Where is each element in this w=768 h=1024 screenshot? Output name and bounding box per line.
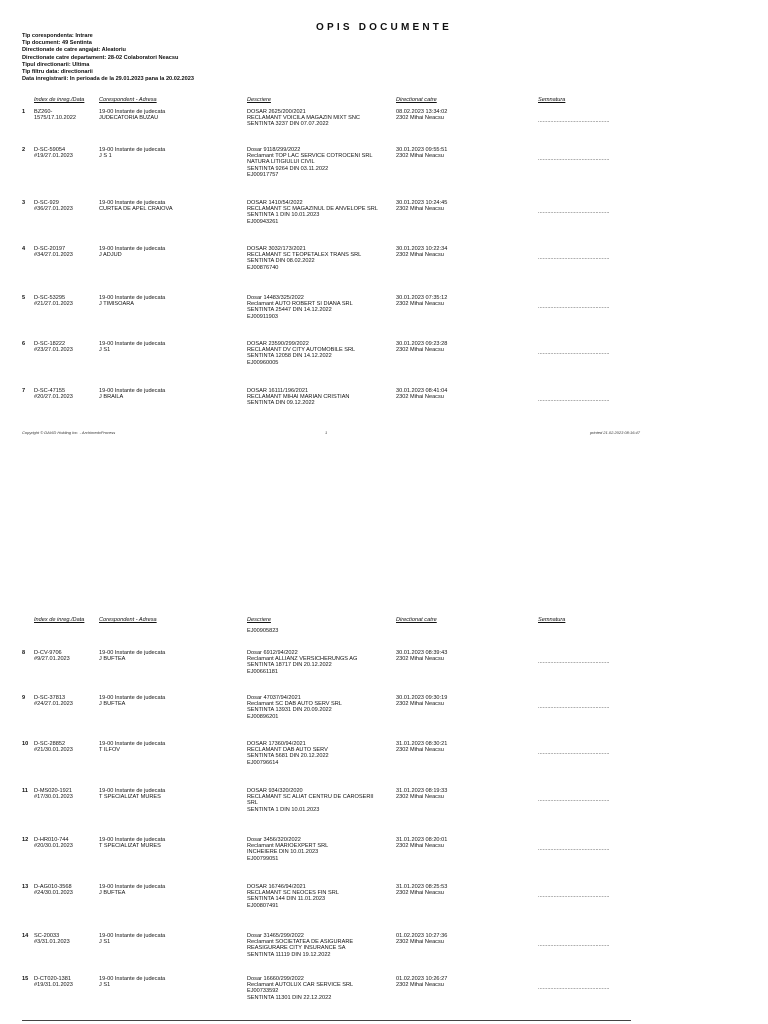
row-description-cell-line: DOSAR 934/320/2020	[247, 788, 303, 794]
row-index-cell-line: D-AG010-3568	[34, 884, 72, 890]
row-index-cell-line: #21/27.01.2023	[34, 301, 73, 308]
row-correspondent-cell-line: 19-00 Instante de judecata	[99, 695, 166, 701]
row-number: 15	[22, 976, 29, 982]
row-index-cell-line: SC-20033	[34, 933, 60, 939]
row-correspondent-cell-line: 19-00 Instante de judecata	[99, 650, 166, 656]
row-directed-cell	[396, 246, 447, 258]
column-header-row	[0, 617, 768, 625]
row-correspondent-cell-line: JUDECATORIA BUZAU	[99, 115, 159, 122]
row-index-cell-line: D-SC-20197	[34, 246, 66, 252]
row-number: 10	[22, 741, 29, 747]
bottom-divider	[22, 1020, 631, 1021]
row-correspondent-cell-line: 19-00 Instante de judecata	[99, 933, 166, 939]
row-index-cell	[34, 741, 73, 753]
row-correspondent-cell	[99, 976, 165, 988]
row-description-cell-line: DOSAR 16746/94/2021	[247, 884, 306, 890]
row-description-cell	[247, 388, 349, 407]
row-number: 9	[22, 695, 26, 701]
row-correspondent-cell	[99, 341, 165, 353]
row-description-cell	[247, 109, 360, 128]
column-header-directed: Directionat catre	[396, 97, 437, 103]
row-index-cell-line: #3/31.01.2023	[34, 939, 70, 946]
row-description-cell-line: EJ00943261	[247, 218, 279, 225]
row-directed-cell-line: 2302 Mihai Neacsu	[396, 701, 444, 708]
row-index-cell-line: BZ260-	[34, 109, 53, 115]
row-index-cell-line: D-SC-929	[34, 200, 59, 206]
row-number: 4	[22, 246, 26, 252]
row-description-cell-line: SENTINTA 18717 DIN 20.12.2022	[247, 662, 332, 669]
column-header-correspondent: Corespondent - Adresa	[99, 97, 157, 103]
row-index-cell-line: D-SC-59054	[34, 147, 66, 153]
row-directed-cell	[396, 741, 447, 753]
row-description-cell	[247, 741, 329, 766]
row-directed-cell-line: 2302 Mihai Neacsu	[396, 747, 444, 754]
row-directed-cell	[396, 200, 447, 212]
row-directed-cell-line: 2302 Mihai Neacsu	[396, 153, 444, 160]
row-directed-cell	[396, 295, 447, 307]
row-description-cell-line: DOSAR 23590/299/2022	[247, 341, 309, 347]
row-directed-cell	[396, 837, 447, 849]
row-description-cell-line: SENTINTA 9264 DIN 03.11.2022	[247, 165, 329, 172]
row-correspondent-cell	[99, 933, 165, 945]
signature-field: ..............................................	[538, 704, 610, 710]
row-directed-cell	[396, 933, 447, 945]
row-directed-cell-line: 30.01.2023 09:30:19	[396, 695, 448, 701]
column-header-index: Index de inreg./Data	[34, 97, 85, 103]
row-index-cell	[34, 147, 73, 159]
row-correspondent-cell-line: J S 1	[99, 153, 112, 160]
row-directed-cell-line: 2302 Mihai Neacsu	[396, 252, 444, 259]
row-correspondent-cell-line: J BRAILA	[99, 394, 124, 401]
row-description-cell	[247, 246, 361, 271]
row-description-cell-line: SENTINTA 144 DIN 11.01.2023	[247, 896, 326, 903]
row-directed-cell-line: 31.01.2023 08:20:01	[396, 837, 448, 843]
row-description-cell	[247, 341, 355, 366]
column-header-directed: Directionat catre	[396, 617, 437, 623]
row-correspondent-cell-line: J TIMISOARA	[99, 301, 135, 308]
column-header-row	[0, 97, 768, 105]
row-correspondent-cell-line: T SPECIALIZAT MURES	[99, 794, 161, 801]
row-description-cell-line: Reclamant AUTOLUX CAR SERVICE SRL	[247, 982, 354, 989]
row-description-cell-line: EJ00876740	[247, 264, 279, 271]
row-description-cell-line: Dosar 3456/320/2022	[247, 837, 301, 843]
signature-field: ..............................................	[538, 893, 610, 899]
row-index-cell	[34, 884, 73, 896]
row-description-cell-line: Reclamant TOP LAC SERVICE COTROCENI SRL	[247, 153, 373, 160]
row-description-cell-line: EJ00911903	[247, 313, 279, 320]
meta-line: Tipul directionarii: Ultima	[22, 61, 90, 68]
row-index-cell-line: #20/27.01.2023	[34, 394, 73, 401]
row-description-cell-line: RECLAMANT SC NEOCES FIN SRL	[247, 890, 339, 897]
row-index-cell-line: #19/27.01.2023	[34, 153, 73, 160]
meta-line: Data inregistrarii: In perioada de la 29.01.2023 pana la 20.02.2023	[22, 76, 194, 83]
row-index-cell-line: #17/30.01.2023	[34, 794, 73, 801]
document-page-1	[0, 0, 768, 445]
signature-field: ..............................................	[538, 156, 610, 162]
row-number: 5	[22, 295, 26, 301]
row-number: 7	[22, 388, 26, 394]
row-description-cell	[247, 147, 373, 178]
row-index-cell-line: #34/27.01.2023	[34, 252, 73, 259]
row-directed-cell-line: 2302 Mihai Neacsu	[396, 890, 444, 897]
row-directed-cell-line: 2302 Mihai Neacsu	[396, 206, 444, 213]
row-number: 1	[22, 109, 26, 115]
row-index-cell-line: #19/31.01.2023	[34, 982, 73, 989]
row-description-cell-line: SRL	[247, 800, 258, 807]
row-correspondent-cell	[99, 695, 165, 707]
row-directed-cell-line: 30.01.2023 10:24:45	[396, 200, 448, 206]
filter-metadata	[22, 33, 194, 83]
row-description-cell-line: RECLAMANT SC ALIAT CENTRU DE CAROSERII	[247, 794, 374, 801]
row-directed-cell	[396, 788, 447, 800]
row-correspondent-cell	[99, 295, 165, 307]
row-description-cell-line: Dosar 31465/299/2022	[247, 933, 304, 939]
row-directed-cell-line: 08.02.2023 13:34:02	[396, 109, 448, 115]
footer-printed: printed 21.02.2023 08:16:47	[589, 430, 640, 435]
row-correspondent-cell	[99, 109, 165, 121]
row-description-cell-line: SENTINTA DIN 09.12.2022	[247, 400, 315, 407]
row-correspondent-cell-line: 19-00 Instante de judecata	[99, 109, 166, 115]
row-directed-cell-line: 2302 Mihai Neacsu	[396, 982, 444, 989]
row-description-cell-line: Reclamant AUTO ROBERT SI DIANA SRL	[247, 301, 353, 308]
row-description-cell-line: INCHEIERE DIN 10.01.2023	[247, 849, 319, 856]
meta-line: Tip document: 49 Sentinta	[22, 40, 92, 47]
row-correspondent-cell	[99, 246, 165, 258]
row-description-cell-line: RECLAMANT SC MAGAZINUL DE ANVELOPE SRL	[247, 206, 378, 213]
row-correspondent-cell-line: 19-00 Instante de judecata	[99, 741, 166, 747]
row-correspondent-cell-line: J BUFTEA	[99, 890, 126, 897]
row-description-cell-line: EJ00661181	[247, 668, 279, 675]
row-description-cell-line: REASIGURARE CITY INSURANCE SA	[247, 945, 346, 952]
signature-field: ..............................................	[538, 304, 610, 310]
row-correspondent-cell-line: J BUFTEA	[99, 656, 126, 663]
row-description-cell	[247, 788, 374, 813]
row-correspondent-cell-line: 19-00 Instante de judecata	[99, 246, 166, 252]
row-description-cell-line: Dosar 9118/299/2022	[247, 147, 301, 153]
signature-field: ..............................................	[538, 209, 610, 215]
row-index-cell-line: D-HR010-744	[34, 837, 69, 843]
row-description-cell-line: SENTINTA 11301 DIN 22.12.2022	[247, 994, 332, 1001]
signature-field: ..............................................	[538, 942, 610, 948]
row-correspondent-cell-line: J S1	[99, 347, 111, 354]
row-description-cell-line: DOSAR 1410/54/2022	[247, 200, 303, 206]
row-index-cell-line: D-SC-28852	[34, 741, 66, 747]
row-description-cell-line: Reclamant ALLIANZ VERSICHERUNGS AG	[247, 656, 358, 663]
signature-field: ..............................................	[538, 985, 610, 991]
row-description-cell-line: SENTINTA 12058 DIN 14.12.2022	[247, 353, 332, 360]
row-description-cell-line: EJ00960005	[247, 359, 279, 366]
row-index-cell-line: #21/30.01.2023	[34, 747, 73, 754]
row-directed-cell	[396, 650, 447, 662]
row-correspondent-cell	[99, 884, 165, 896]
signature-field: ..............................................	[538, 750, 610, 756]
row-correspondent-cell-line: 19-00 Instante de judecata	[99, 388, 166, 394]
row-directed-cell	[396, 976, 447, 988]
row-description-cell-line: EJ00896201	[247, 713, 279, 720]
row-index-cell	[34, 200, 73, 212]
row-index-cell-line: #24/27.01.2023	[34, 701, 73, 708]
row-number: 2	[22, 147, 26, 153]
footer-page-number: 1	[325, 430, 328, 435]
row-description-cell	[247, 200, 378, 225]
row-correspondent-cell-line: T SPECIALIZAT MURES	[99, 843, 161, 850]
row-index-cell-line: #24/30.01.2023	[34, 890, 73, 897]
row-number: 12	[22, 837, 29, 843]
row-index-cell	[34, 837, 73, 849]
row-number: 8	[22, 650, 26, 656]
row-correspondent-cell	[99, 837, 165, 849]
row-description-cell-line: SENTINTA 1 DIN 10.01.2023	[247, 212, 320, 219]
row-description-cell	[247, 976, 353, 1001]
signature-field: ..............................................	[538, 797, 610, 803]
row-index-cell-line: 1575/17.10.2022	[34, 115, 76, 122]
row-index-cell-line: D-SC-47155	[34, 388, 66, 394]
row-description-cell-line: DOSAR 16111/196/2021	[247, 388, 309, 394]
row-index-cell-line: #20/30.01.2023	[34, 843, 73, 850]
row-correspondent-cell-line: 19-00 Instante de judecata	[99, 341, 166, 347]
row-directed-cell-line: 2302 Mihai Neacsu	[396, 794, 444, 801]
row-correspondent-cell-line: 19-00 Instante de judecata	[99, 295, 166, 301]
row-directed-cell-line: 31.01.2023 08:19:33	[396, 788, 448, 794]
row-directed-cell-line: 2302 Mihai Neacsu	[396, 301, 444, 308]
row-index-cell	[34, 695, 73, 707]
row-correspondent-cell	[99, 388, 165, 400]
row-number: 11	[22, 788, 28, 794]
row-directed-cell	[396, 388, 447, 400]
row-correspondent-cell-line: 19-00 Instante de judecata	[99, 147, 166, 153]
row-index-cell	[34, 788, 73, 800]
row-correspondent-cell	[99, 741, 165, 753]
row-description-cell-line: NATURA LITIGIULUI CIVIL	[247, 159, 315, 166]
row-index-cell-line: D-MS020-1921	[34, 788, 72, 794]
row-description-cell	[247, 837, 328, 862]
row-directed-cell-line: 2302 Mihai Neacsu	[396, 115, 444, 122]
row-directed-cell-line: 2302 Mihai Neacsu	[396, 347, 444, 354]
row-directed-cell	[396, 341, 447, 353]
column-header-description: Descriere	[247, 617, 271, 623]
signature-field: ..............................................	[538, 846, 610, 852]
row-description-cell-line: DOSAR 2625/200/2021	[247, 109, 306, 115]
row-number: 14	[22, 933, 29, 939]
row-directed-cell-line: 30.01.2023 10:22:34	[396, 246, 448, 252]
footer-copyright: Copyright © DAVID Holding Inc. - ArchimedxProcess	[22, 430, 116, 435]
row-index-cell-line: D-SC-18222	[34, 341, 66, 347]
row-number: 6	[22, 341, 26, 347]
row-index-cell	[34, 388, 73, 400]
row-directed-cell-line: 30.01.2023 09:23:28	[396, 341, 448, 347]
row-correspondent-cell-line: 19-00 Instante de judecata	[99, 976, 166, 982]
row-description-cell	[247, 933, 353, 958]
row-index-cell-line: D-CV-9706	[34, 650, 62, 656]
row-description-cell-line: RECLAMANT DV CITY AUTOMOBILE SRL	[247, 347, 356, 354]
row-description-cell-line: Dosar 14483/325/2022	[247, 295, 304, 301]
row-description-cell-line: SENTINTA DIN 08.02.2022	[247, 258, 315, 265]
row-directed-cell-line: 31.01.2023 08:30:21	[396, 741, 448, 747]
row-directed-cell	[396, 147, 447, 159]
row-index-cell	[34, 976, 73, 988]
row-correspondent-cell	[99, 650, 165, 662]
row-correspondent-cell-line: CURTEA DE APEL CRAIOVA	[99, 206, 173, 213]
column-header-index: Index de inreg./Data	[34, 617, 85, 623]
row-description-cell-line: DOSAR 3032/173/2021	[247, 246, 306, 252]
row-description-cell-line: RECLAMANT DAB AUTO SERV	[247, 747, 328, 754]
row-directed-cell	[396, 695, 447, 707]
row-description-cell-line: SENTINTA 11119 DIN 19.12.2022	[247, 951, 331, 958]
meta-line: Tip filtru data: directionarii	[22, 69, 93, 76]
row-description-cell	[247, 295, 353, 320]
row-directed-cell-line: 30.01.2023 08:39:43	[396, 650, 448, 656]
row-directed-cell	[396, 884, 447, 896]
row-description-cell-line: RECLAMANT SC TEOPETALEX TRANS SRL	[247, 252, 362, 259]
row-description-cell	[247, 695, 342, 720]
row-directed-cell-line: 01.02.2023 10:27:36	[396, 933, 448, 939]
row-index-cell	[34, 933, 70, 945]
row-description-cell-line: SENTINTA 1 DIN 10.01.2023	[247, 806, 320, 813]
row-index-cell-line: #9/27.01.2023	[34, 656, 70, 663]
row-description-cell-line: EJ00733592	[247, 988, 279, 995]
row-directed-cell-line: 30.01.2023 09:55:51	[396, 147, 448, 153]
row-directed-cell-line: 01.02.2023 10:26:27	[396, 976, 448, 982]
signature-field: ..............................................	[538, 397, 610, 403]
row-description-cell-line: Reclamant SOCIETATEA DE ASIGURARE	[247, 939, 354, 946]
row-description-cell-line: RECLAMANT VOICILA MAGAZIN MIXT SNC	[247, 115, 360, 122]
row-description-cell-line: EJ00799051	[247, 855, 279, 862]
row-directed-cell-line: 2302 Mihai Neacsu	[396, 939, 444, 946]
row-correspondent-cell-line: J BUFTEA	[99, 701, 126, 708]
row-description-cell-line: SENTINTA 25447 DIN 14.12.2022	[247, 307, 332, 314]
row-correspondent-cell	[99, 147, 165, 159]
row-index-cell	[34, 109, 76, 121]
row-correspondent-cell-line: 19-00 Instante de judecata	[99, 837, 166, 843]
signature-field: ..............................................	[538, 118, 610, 124]
row-correspondent-cell-line: 19-00 Instante de judecata	[99, 200, 166, 206]
row-directed-cell-line: 30.01.2023 08:41:04	[396, 388, 448, 394]
column-header-correspondent: Corespondent - Adresa	[99, 617, 157, 623]
row-directed-cell-line: 31.01.2023 08:25:53	[396, 884, 448, 890]
row-description-cell-line: Reclamant SC DAB AUTO SERV SRL	[247, 701, 342, 708]
row-directed-cell-line: 2302 Mihai Neacsu	[396, 843, 444, 850]
row-correspondent-cell-line: J S1	[99, 982, 111, 989]
row-correspondent-cell-line: 19-00 Instante de judecata	[99, 884, 166, 890]
row-description-cell	[247, 650, 357, 675]
meta-line: Directionate catre departament: 28-02 Colaboratori Neacsu	[22, 54, 179, 61]
row-description-cell-line: EJ00807491	[247, 902, 279, 909]
row-number: 3	[22, 200, 26, 206]
row-correspondent-cell-line: J ADJUD	[99, 252, 122, 259]
document-page-2	[0, 610, 768, 1024]
document-title: OPIS DOCUMENTE	[316, 22, 452, 33]
row-correspondent-cell	[99, 200, 173, 212]
row-description-cell-line: Dosar 6912/94/2022	[247, 650, 298, 656]
row-directed-cell	[396, 109, 447, 121]
continuation-description: EJ00905823	[247, 628, 279, 634]
row-index-cell-line: D-SC-53295	[34, 295, 66, 301]
row-description-cell-line: SENTINTA 5681 DIN 20.12.2022	[247, 753, 329, 760]
row-description-cell-line: EJ00917757	[247, 171, 279, 178]
row-index-cell	[34, 295, 73, 307]
column-header-signature: Semnatura	[538, 617, 566, 623]
row-index-cell	[34, 650, 70, 662]
row-description-cell-line: Dosar 16660/299/2022	[247, 976, 304, 982]
row-description-cell-line: RECLAMANT MIHAI MARIAN CRISTIAN	[247, 394, 350, 401]
signature-field: ..............................................	[538, 255, 610, 261]
signature-field: ..............................................	[538, 350, 610, 356]
row-number: 13	[22, 884, 29, 890]
row-description-cell-line: Reclamant MARIOEXPERT SRL	[247, 843, 329, 850]
column-header-description: Descriere	[247, 97, 271, 103]
row-description-cell-line: DOSAR 17360/94/2021	[247, 741, 306, 747]
row-description-cell-line: Dosar 47037/94/2021	[247, 695, 301, 701]
row-index-cell-line: D-SC-37813	[34, 695, 66, 701]
meta-line: Directionate de catre angajat: Aleatoriu	[22, 47, 126, 54]
row-correspondent-cell-line: 19-00 Instante de judecata	[99, 788, 166, 794]
row-index-cell-line: D-CT020-1381	[34, 976, 71, 982]
signature-field: ..............................................	[538, 659, 610, 665]
row-description-cell-line: SENTINTA 13931 DIN 20.09.2022	[247, 707, 332, 714]
row-index-cell	[34, 341, 73, 353]
row-description-cell-line: SENTINTA 3237 DIN 07.07.2022	[247, 121, 329, 128]
column-header-signature: Semnatura	[538, 97, 566, 103]
row-correspondent-cell-line: T ILFOV	[99, 747, 121, 754]
row-correspondent-cell-line: J S1	[99, 939, 111, 946]
meta-line: Tip corespondenta: Intrare	[22, 33, 93, 39]
row-description-cell	[247, 884, 339, 909]
row-correspondent-cell	[99, 788, 165, 800]
row-index-cell-line: #36/27.01.2023	[34, 206, 73, 213]
row-description-cell-line: EJ00796614	[247, 759, 279, 766]
row-directed-cell-line: 30.01.2023 07:35:12	[396, 295, 448, 301]
row-directed-cell-line: 2302 Mihai Neacsu	[396, 656, 444, 663]
row-directed-cell-line: 2302 Mihai Neacsu	[396, 394, 444, 401]
row-index-cell	[34, 246, 73, 258]
row-index-cell-line: #23/27.01.2023	[34, 347, 73, 354]
